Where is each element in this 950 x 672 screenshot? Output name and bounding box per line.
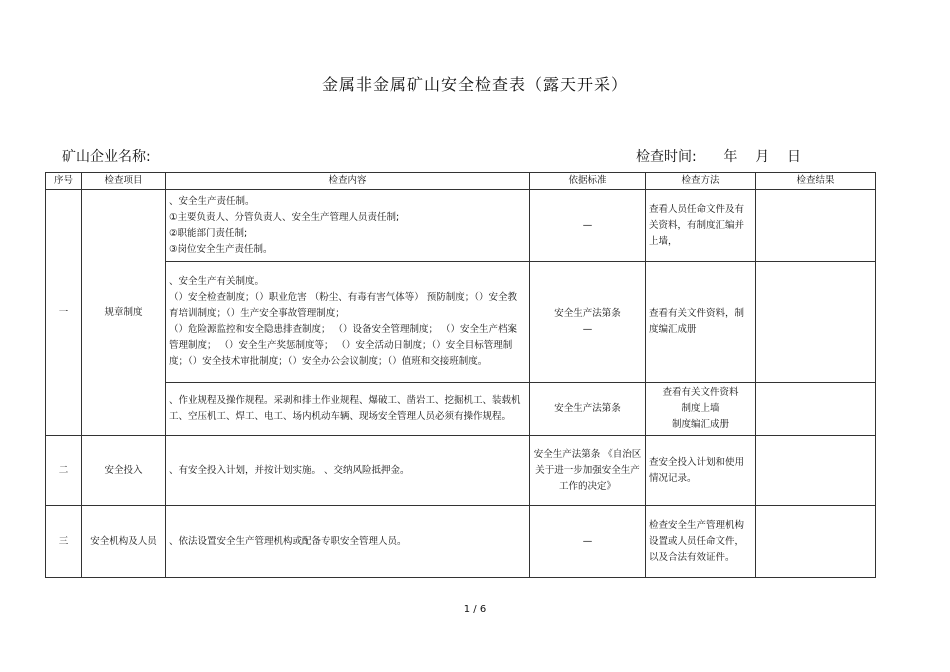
check-method: 查安全投入计划和使用情况记录。 — [646, 436, 756, 506]
check-content: 、依法设置安全生产管理机构或配备专职安全管理人员。 — [166, 506, 530, 578]
header-content: 检查内容 — [166, 173, 530, 190]
inspection-table — [45, 172, 876, 578]
check-content: 、安全生产有关制度。 （）安全检查制度；（）职业危害 （粉尘、有毒有害气体等） 预防制度；（）安全教育培训制度；（）生产安全事故管理制度； （）危险源监控和安全隐患排查制度； （）设备安全管理制度； （）安全生产档案管理制度； （）安全生产奖惩制度等； （）安全活动日制度；（）安全目标管理制度；（）安全技术审批制度；（）安全办公会议制度；（）值班和交接班制度。 — [166, 262, 530, 383]
section-item: 安全投入 — [82, 436, 166, 506]
table-header-row — [46, 173, 876, 190]
company-name-label: 矿山企业名称: — [62, 149, 151, 165]
table-row — [46, 383, 876, 436]
section-item: 规章制度 — [82, 190, 166, 436]
document-title: 金属非金属矿山安全检查表（露天开采） — [321, 75, 628, 94]
header-standard: 依据标准 — [530, 173, 646, 190]
table-row — [46, 506, 876, 578]
check-content: 、作业规程及操作规程。采剥和排土作业规程、爆破工、凿岩工、挖掘机工、装载机工、空压机工、焊工、电工、场内机动车辆、现场安全管理人员必须有操作规程。 — [166, 383, 530, 436]
check-standard: — — [530, 506, 646, 578]
header-item: 检查项目 — [82, 173, 166, 190]
check-result — [756, 383, 876, 436]
table-row — [46, 190, 876, 262]
check-content: 、安全生产责任制。 ①主要负责人、分管负责人、安全生产管理人员责任制; ②职能部门责任制; ③岗位安全生产责任制。 — [166, 190, 530, 262]
header-no: 序号 — [46, 173, 82, 190]
section-number: 三 — [46, 506, 82, 578]
section-number: 二 — [46, 436, 82, 506]
check-result — [756, 506, 876, 578]
check-method: 查看人员任命文件及有关资料，有制度汇编并上墙， — [646, 190, 756, 262]
check-result — [756, 436, 876, 506]
section-number: 一 — [46, 190, 82, 436]
header-result: 检查结果 — [756, 173, 876, 190]
check-standard: 安全生产法第条 《自治区关于进一步加强安全生产工作的决定》 — [530, 436, 646, 506]
check-method: 检查安全生产管理机构设置或人员任命文件，以及合法有效证件。 — [646, 506, 756, 578]
header-method: 检查方法 — [646, 173, 756, 190]
check-result — [756, 262, 876, 383]
check-method: 查看有关文件资料，制度编汇成册 — [646, 262, 756, 383]
check-result — [756, 190, 876, 262]
table-row — [46, 262, 876, 383]
table-row — [46, 436, 876, 506]
check-content: 、有安全投入计划，并按计划实施。 、交纳风险抵押金。 — [166, 436, 530, 506]
check-standard: 安全生产法第条 — [530, 383, 646, 436]
page-number: 1 / 6 — [463, 604, 487, 615]
check-standard: — — [530, 190, 646, 262]
section-item: 安全机构及人员 — [82, 506, 166, 578]
check-standard: 安全生产法第条 — — [530, 262, 646, 383]
check-method: 查看有关文件资料 制度上墙 制度编汇成册 — [646, 383, 756, 436]
check-time-label: 检查时间: 年 月 日 — [636, 149, 802, 165]
